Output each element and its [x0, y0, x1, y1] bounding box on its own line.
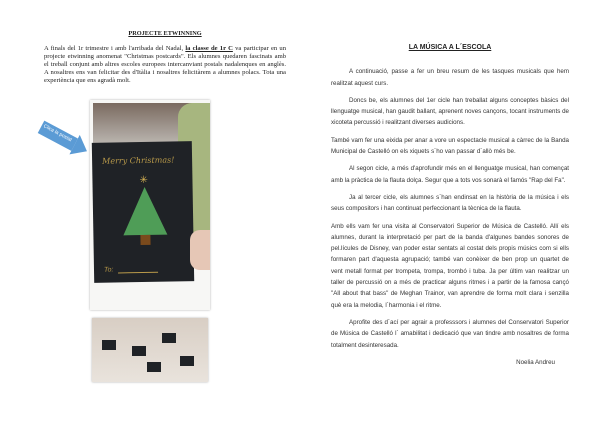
- postcard-photo[interactable]: [90, 100, 210, 310]
- etwinning-section: [44, 30, 286, 85]
- card-greeting: Merry Christmas!: [102, 155, 175, 166]
- paragraph: Aprofite des d´ací per agrair a professsors i alumnes del Conservatori Superior de Música de Castelló l´ amabilitat i dedicació que van tindre amb nosaltres de forma totalment desinteresada.: [331, 318, 569, 349]
- arrow-label: Clica la postal: [42, 123, 73, 144]
- mini-card: [132, 346, 146, 356]
- paragraph: Doncs be, els alumnes del 1er cicle han treballat alguns conceptes bàsics del llenguatge musical, han gaudit ballant, aprenent noves cançons, tocant instruments de xicoteta percussió i realitzant diverses audicions.: [331, 96, 569, 127]
- paragraph: També vam fer una eixida per anar a vore un espectacle musical a càrrec de la Banda Municipal de Castelló on els xiquets s´ho van passar d´allò més be.: [331, 136, 569, 156]
- music-section: [331, 42, 569, 368]
- hand: [190, 230, 210, 270]
- cards-table-photo: [92, 318, 208, 382]
- mini-card: [180, 356, 194, 366]
- star-icon: ✳: [139, 174, 148, 187]
- paragraph: Ja al tercer cicle, els alumnes s´han endinsat en la història de la música i els seus compositors i han continuat perfeccionant la tècnica de la flauta.: [331, 193, 569, 213]
- etwinning-paragraph: [44, 45, 286, 85]
- mini-card: [102, 340, 116, 350]
- card-line: [118, 272, 158, 274]
- signature: Noelia Andreu: [516, 358, 555, 366]
- text: va participar en un projecte etwinning anomenat "Christmas postcards". Els alumnes quedaren fascinats amb el treball conjunt amb altres escoles europees intercanviant postals nadalenques en anglès. A nosaltres ens van felicitar des d'Itàlia i nosaltres felicitàrem a alumnes polacs. Tota una experiència que ens agradà molt.: [44, 45, 286, 84]
- paragraph: A continuació, passe a fer un breu resum de les tasques musicals que hem realitzat aquest curs.: [331, 68, 569, 87]
- music-title: LA MÚSICA A L´ESCOLA: [408, 44, 492, 51]
- tree-trunk: [140, 235, 150, 245]
- paragraph: Amb ells vam fer una visita al Conservatori Superior de Música de Castelló. Allí els alumnes, durant la interpretació per part de la banda d'algunes bandes sonores de pel.lícules de Disney, van poder estar sentats al costat dels propis músics com si ells formaren part d'aquesta agrupació; també van conèixer de ben prop un quartet de vent metall format per trompeta, trompa, trombó i tuba. Ja per últim van realitzar un taller de percussió on a més de practicar alguns ritmes i a partir de la famosa cançó "All about that bass" de Meghan Trainor, van aprendre de forma molt clara i senzilla què era la melodia, l´harmonia i el ritme.: [331, 222, 569, 309]
- text: A finals del 1r trimestre i amb l'arribada del Nadal,: [44, 45, 186, 52]
- card-to: To:: [103, 266, 114, 274]
- etwinning-title: PROJECTE ETWINNING: [128, 30, 202, 37]
- mini-card: [162, 333, 176, 343]
- class-link[interactable]: la classe de 1r C: [185, 45, 233, 52]
- mini-card: [147, 362, 161, 372]
- click-postcard-arrow[interactable]: [36, 117, 92, 161]
- christmas-card: [92, 141, 194, 283]
- paragraph: Al segon cicle, a més d'aprofundir més en el llenguatge musical, han començat amb la pràctica de la flauta dolça. Segur que a tots vos sonarà el famós "Rap del Fa".: [331, 165, 569, 184]
- tree-icon: [123, 187, 168, 236]
